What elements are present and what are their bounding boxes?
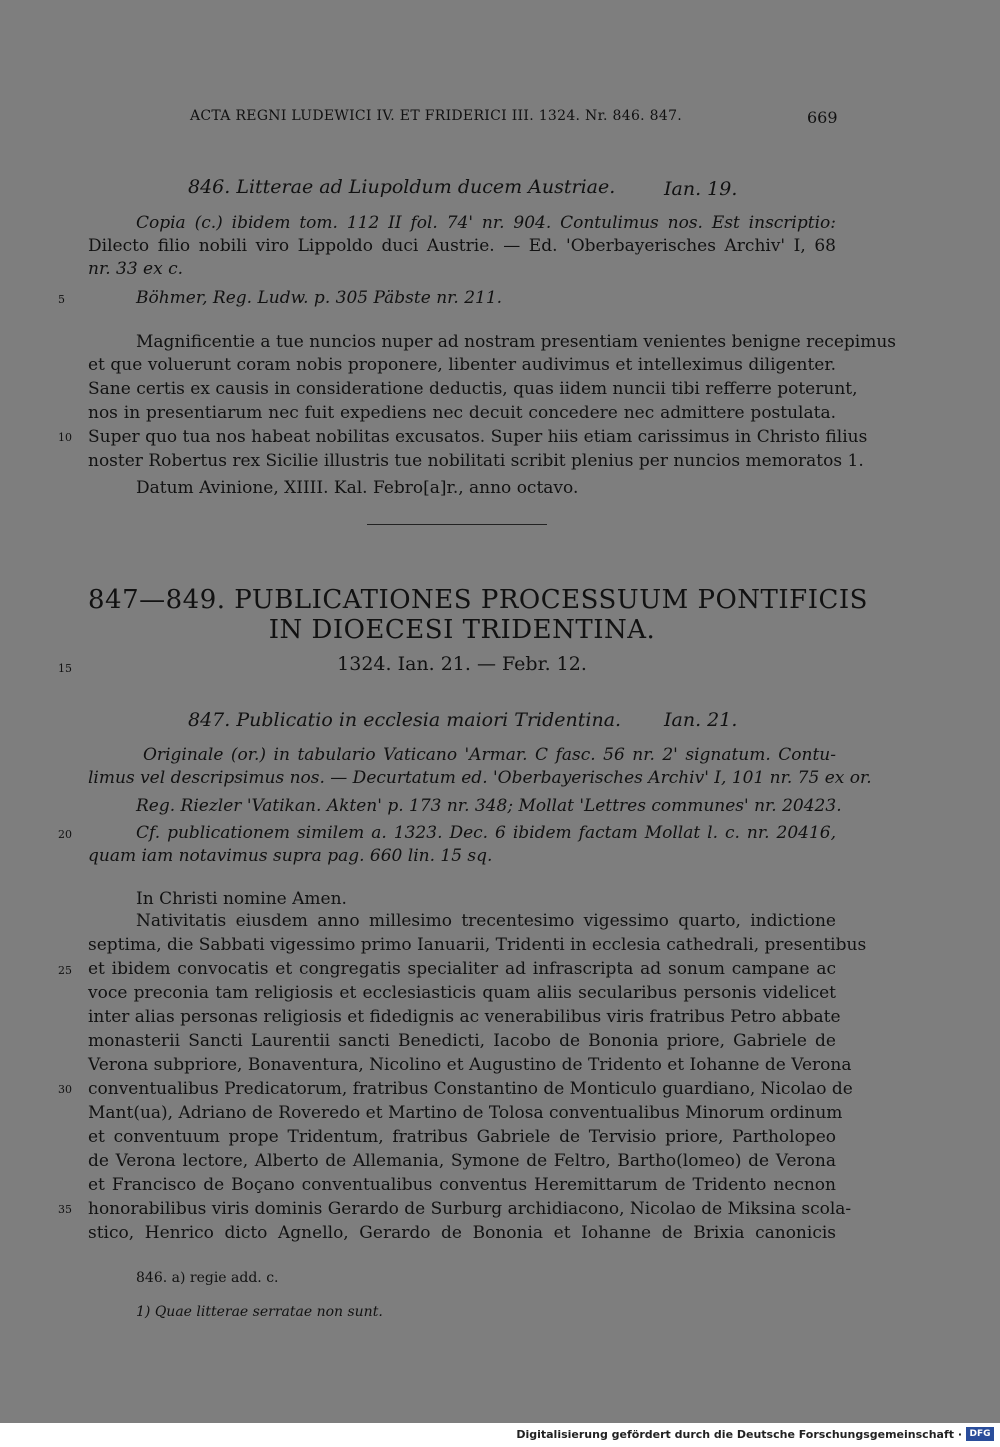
- doc-846-apparatus-line: Copia (c.) ibidem tom. 112 II fol. 74' nr. 904. Contulimus nos. Est inscriptio:: [136, 213, 836, 233]
- dfg-logo: DFG: [966, 1427, 994, 1441]
- page-number: 669: [807, 108, 838, 127]
- doc-847-invocatio: In Christi nomine Amen.: [136, 889, 347, 909]
- doc-846-text-line: et que voluerunt coram nobis proponere, libenter audivimus et intelleximus diligenter.: [88, 355, 836, 375]
- line-number: 5: [58, 293, 65, 306]
- doc-847-apparatus-line: Reg. Riezler 'Vatikan. Akten' p. 173 nr. 348; Mollat 'Lettres communes' nr. 20423.: [136, 796, 842, 816]
- doc-847-apparatus-line: Originale (or.) in tabulario Vaticano 'Armar. C fasc. 56 nr. 2' signatum. Contu-: [143, 745, 836, 765]
- doc-846-text-line: Super quo tua nos habeat nobilitas excusatos. Super hiis etiam carissimus in Christo filius: [88, 427, 868, 447]
- line-number: 35: [58, 1203, 72, 1216]
- doc-847-text-line: Nativitatis eiusdem anno millesimo trecentesimo vigessimo quarto, indictione: [136, 911, 836, 931]
- section-divider: [367, 524, 547, 525]
- doc-847-text-line: de Verona lectore, Alberto de Allemania, Symone de Feltro, Bartho(lomeo) de Verona: [88, 1151, 836, 1171]
- doc-846-title: [188, 176, 615, 198]
- section-title-line-1: 847—849. PUBLICATIONES PROCESSUUM PONTIFICIS: [88, 585, 868, 615]
- line-number: 25: [58, 964, 72, 977]
- doc-847-text-line: stico, Henrico dicto Agnello, Gerardo de Bononia et Iohanne de Brixia canonicis: [88, 1223, 836, 1243]
- line-number: 20: [58, 828, 72, 841]
- doc-847-text-line: monasterii Sancti Laurentii sancti Benedicti, Iacobo de Bononia priore, Gabriele de: [88, 1031, 836, 1051]
- doc-847-text-line: et conventuum prope Tridentum, fratribus Gabriele de Tervisio priore, Partholopeo: [88, 1127, 836, 1147]
- doc-847-text-line: Verona subpriore, Bonaventura, Nicolino et Augustino de Tridento et Iohanne de Verona: [88, 1055, 852, 1075]
- doc-847-apparatus-line: limus vel descripsimus nos. — Decurtatum ed. 'Oberbayerisches Archiv' I, 101 nr. 75 ex or.: [88, 768, 872, 788]
- doc-847-text-line: inter alias personas religiosis et fidedignis ac venerabilibus viris fratribus Petro abbate: [88, 1007, 841, 1027]
- doc-847-text-line: et ibidem convocatis et congregatis specialiter ad infrascripta ad sonum campane ac: [88, 959, 836, 979]
- line-number: 30: [58, 1083, 72, 1096]
- doc-846-date: Ian. 19.: [664, 178, 738, 200]
- footer-credit: Digitalisierung gefördert durch die Deutsche Forschungsgemeinschaft ·: [516, 1428, 962, 1441]
- footnote-1: 1) Quae litterae serratae non sunt.: [136, 1304, 383, 1320]
- doc-847-date: Ian. 21.: [664, 709, 738, 731]
- doc-846-datum: Datum Avinione, XIIII. Kal. Febro[a]r., anno octavo.: [136, 478, 579, 498]
- doc-847-text-line: septima, die Sabbati vigessimo primo Ianuarii, Tridenti in ecclesia cathedrali, presentibus: [88, 935, 867, 955]
- doc-846-apparatus-line: nr. 33 ex c.: [88, 259, 184, 279]
- doc-846-text-line: Sane certis ex causis in consideratione deductis, quas iidem nuncii tibi refferre poterunt,: [88, 379, 858, 399]
- footnote-a: 846. a) regie add. c.: [136, 1270, 279, 1286]
- doc-846-text-line: Magnificentie a tue nuncios nuper ad nostram presentiam venientes benigne recepimus: [136, 332, 896, 352]
- running-title: ACTA REGNI LUDEWICI IV. ET FRIDERICI III. 1324. Nr. 846. 847.: [190, 108, 683, 124]
- doc-846-title-text: 846. Litterae ad Liupoldum ducem Austriae.: [188, 176, 616, 198]
- doc-847-text-line: conventualibus Predicatorum, fratribus Constantino de Monticulo guardiano, Nicolao de: [88, 1079, 853, 1099]
- doc-847-text-line: voce preconia tam religiosis et ecclesiasticis quam aliis secularibus personis videlicet: [88, 983, 836, 1003]
- doc-847-title: 847. Publicatio in ecclesia maiori Tridentina.: [188, 709, 622, 731]
- section-dates: 1324. Ian. 21. — Febr. 12.: [337, 653, 587, 675]
- doc-847-apparatus-line: Cf. publicationem similem a. 1323. Dec. 6 ibidem factam Mollat l. c. nr. 20416,: [136, 823, 836, 843]
- doc-846-regest: Böhmer, Reg. Ludw. p. 305 Päbste nr. 211.: [136, 288, 503, 308]
- section-title-line-2: IN DIOECESI TRIDENTINA.: [268, 615, 656, 645]
- doc-846-text-line: nos in presentiarum nec fuit expediens nec decuit concedere nec admittere postulata.: [88, 403, 836, 423]
- line-number: 10: [58, 431, 72, 444]
- doc-847-text-line: Mant(ua), Adriano de Roveredo et Martino de Tolosa conventualibus Minorum ordinum: [88, 1103, 843, 1123]
- doc-846-apparatus-line: Dilecto filio nobili viro Lippoldo duci Austrie. — Ed. 'Oberbayerisches Archiv' I, 68: [88, 236, 836, 256]
- footer-bar: [0, 1423, 1000, 1447]
- doc-846-text-line: noster Robertus rex Sicilie illustris tue nobilitati scribit plenius per nuncios memoratos 1.: [88, 451, 864, 471]
- doc-847-apparatus-line: quam iam notavimus supra pag. 660 lin. 15 sq.: [88, 846, 493, 866]
- doc-847-text-line: et Francisco de Boçano conventualibus conventus Heremittarum de Tridento necnon: [88, 1175, 836, 1195]
- line-number: 15: [58, 662, 72, 675]
- doc-847-text-line: honorabilibus viris dominis Gerardo de Surburg archidiacono, Nicolao de Miksina scola-: [88, 1199, 852, 1219]
